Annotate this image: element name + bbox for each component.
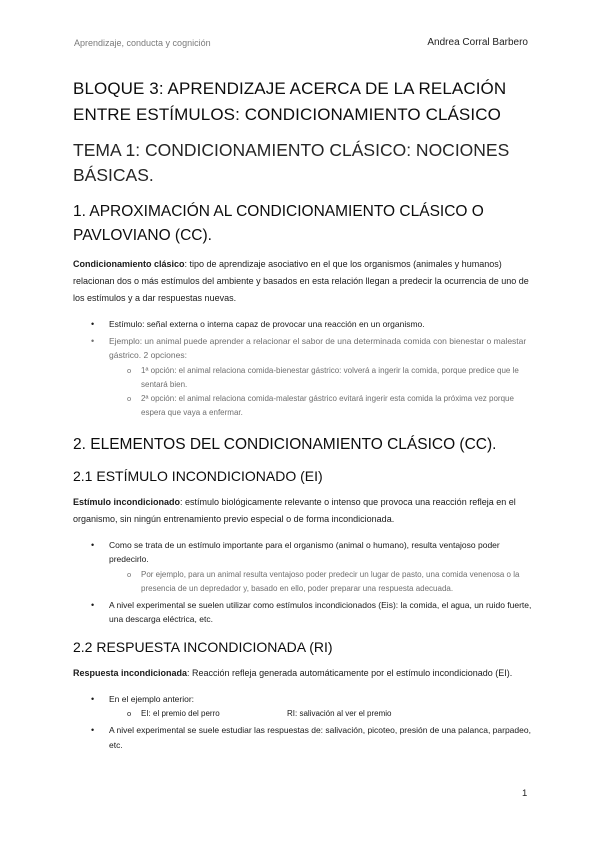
ei-bullet-1: Como se trata de un estímulo importante para el organismo (animal o humano), resulta ventajoso poder predecirlo. <box>109 539 500 564</box>
list-item <box>73 723 533 752</box>
list-item <box>73 568 533 596</box>
ei-definition-text: : estímulo biológicamente relevante o intenso que provoca una reacción refleja en el organismo, sin ningún entrenamiento previo especial o de forma incondicionada. <box>73 496 516 524</box>
header-course: Aprendizaje, conducta y cognición <box>74 38 211 48</box>
list-item <box>73 392 533 420</box>
ei-bullet-2: A nivel experimental se suelen utilizar como estímulos incondicionados (Eis): la comida, el agua, un ruido fuerte, una descarga eléctrica, etc. <box>109 599 532 624</box>
list-item <box>73 538 533 596</box>
page-number: 1 <box>522 788 528 799</box>
ei-example-list <box>109 568 533 596</box>
ri-example-list <box>109 707 533 721</box>
ri-bullet-1: En el ejemplo anterior: <box>109 693 195 704</box>
list-item <box>73 364 533 392</box>
list-item <box>73 334 533 420</box>
ri-definition <box>73 665 533 682</box>
header-author: Andrea Corral Barbero <box>427 37 528 48</box>
ri-term: Respuesta incondicionada <box>73 667 188 678</box>
example-bullet: Ejemplo: un animal puede aprender a relacionar el sabor de una determinada comida con bienestar o malestar gástrico. 2 opciones: <box>109 335 527 360</box>
ei-term: Estímulo incondicionado <box>73 496 181 507</box>
list-item <box>73 317 533 332</box>
cc-bullet-list <box>73 317 533 420</box>
ei-example-item: EI: el premio del perro <box>141 709 220 718</box>
list-item <box>73 707 533 721</box>
option-2: 2ª opción: el animal relaciona comida-malestar gástrico evitará ingerir esta comida la próxima vez porque espera que vaya a enfermar. <box>141 393 514 417</box>
ei-definition <box>73 494 533 528</box>
ri-bullet-list <box>73 692 533 753</box>
list-item <box>73 692 533 722</box>
list-item <box>73 598 533 627</box>
ei-example: Por ejemplo, para un animal resulta ventajoso poder predecir un lugar de pasto, una comida venenosa o la presencia de un depredador y, basado en ello, poder preparar una respuesta adecuada. <box>141 569 520 593</box>
option-1: 1ª opción: el animal relaciona comida-bienestar gástrico: volverá a ingerir la comida, porque predice que le sentará bien. <box>141 365 519 389</box>
cc-term: Condicionamiento clásico <box>73 259 185 269</box>
subsection-2-2-heading: 2.2 RESPUESTA INCONDICIONADA (RI) <box>73 638 333 655</box>
ri-bullet-2: A nivel experimental se suele estudiar las respuestas de: salivación, picoteo, presión de una palanca, parpadeo, etc. <box>109 725 531 750</box>
subsection-2-1-heading: 2.1 ESTÍMULO INCONDICIONADO (EI) <box>73 467 323 484</box>
options-list <box>109 364 533 420</box>
cc-definition-text: : tipo de aprendizaje asociativo en el que los organismos (animales y humanos) relacionan dos o más estímulos del ambiente y basados en esta relación llegan a predecir la ocurrencia de uno de los estímulos y a dar respuestas nuevas. <box>73 259 529 303</box>
ri-definition-text: : Reacción refleja generada automáticamente por el estímulo incondicionado (EI). <box>187 667 513 678</box>
stimulus-bullet: Estímulo: señal externa o interna capaz de provocar una reacción en un organismo. <box>109 319 425 329</box>
ri-example-item: RI: salivación al ver el premio <box>287 709 392 718</box>
page-content <box>73 76 533 754</box>
bloque-title: BLOQUE 3: APRENDIZAJE ACERCA DE LA RELACIÓN ENTRE ESTÍMULOS: CONDICIONAMIENTO CLÁSICO <box>73 79 507 124</box>
ei-bullet-list <box>73 538 533 627</box>
tema-title: TEMA 1: CONDICIONAMIENTO CLÁSICO: NOCIONES BÁSICAS. <box>73 140 510 185</box>
section-1-heading: 1. APROXIMACIÓN AL CONDICIONAMIENTO CLÁSICO O PAVLOVIANO (CC). <box>73 203 484 244</box>
section-2-heading: 2. ELEMENTOS DEL CONDICIONAMIENTO CLÁSICO (CC). <box>73 435 497 453</box>
cc-definition <box>73 256 533 307</box>
